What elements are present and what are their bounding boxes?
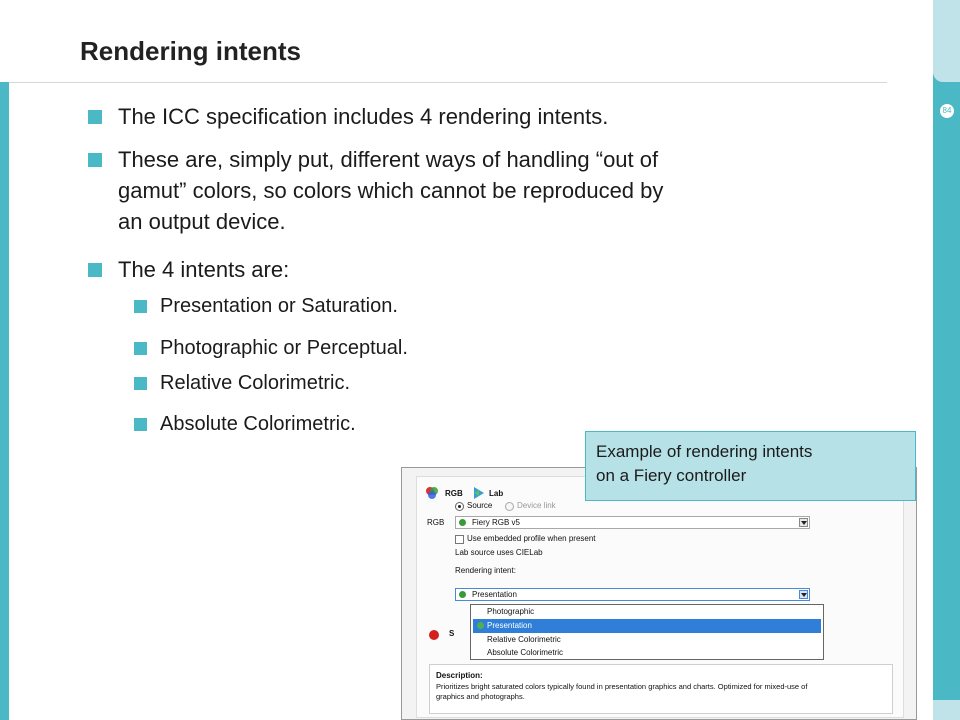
bullet-text: Absolute Colorimetric. [160, 413, 356, 435]
bullet-text: Relative Colorimetric. [160, 372, 351, 394]
color-settings-panel [416, 476, 904, 718]
bullet-text: The 4 intents are: [118, 257, 290, 282]
chevron-down-icon[interactable] [799, 518, 808, 527]
bullet-icc-spec [118, 101, 608, 132]
bullet-text: Photographic or Perceptual. [160, 337, 408, 359]
slide-number: 84 [940, 104, 954, 118]
radio-device-link[interactable] [505, 502, 514, 511]
bullet-square-icon [134, 342, 147, 355]
right-top-tab [933, 0, 960, 82]
fiery-screenshot [401, 467, 917, 720]
callout-box [585, 431, 916, 501]
right-bottom-tab [933, 700, 960, 720]
title-divider [9, 82, 887, 83]
check-circle-icon [459, 591, 466, 598]
bullet-text: Presentation or Saturation. [160, 295, 398, 317]
rendering-intent-dropdown [470, 604, 824, 660]
slide-title: Rendering intents [80, 36, 302, 66]
rgb-profile-value: Fiery RGB v5 [472, 518, 521, 527]
lab-icon [473, 486, 485, 500]
option-absolute-colorimetric[interactable] [473, 646, 821, 660]
left-accent-bar [0, 82, 9, 720]
check-circle-icon [477, 622, 484, 629]
option-relative-colorimetric[interactable] [473, 633, 821, 647]
chevron-down-icon[interactable] [799, 590, 808, 599]
rendering-intent-select[interactable] [455, 588, 810, 601]
check-circle-icon [459, 519, 466, 526]
description-line: graphics and photographs. [436, 692, 525, 701]
option-presentation[interactable] [473, 619, 821, 633]
bullet-text: The ICC specification includes 4 rendering intents. [118, 104, 609, 129]
sub-bullet-absolute [160, 410, 356, 438]
rgb-profile-select[interactable] [455, 516, 810, 529]
bullet-square-icon [88, 110, 102, 124]
radio-source-label: Source [467, 501, 493, 510]
description-title: Description: [436, 671, 483, 680]
callout-line: on a Fiery controller [596, 466, 747, 485]
rgb-label: RGB [427, 518, 445, 527]
bullet-square-icon [134, 418, 147, 431]
embedded-profile-label: Use embedded profile when present [467, 534, 596, 543]
option-label: Absolute Colorimetric [487, 648, 564, 657]
bullet-text-line: gamut” colors, so colors which cannot be reproduced by [118, 178, 664, 203]
tab-rgb[interactable]: RGB [445, 489, 463, 498]
embedded-profile-checkbox[interactable] [455, 535, 464, 544]
description-box [429, 664, 893, 714]
bullet-text-line: an output device. [118, 209, 286, 234]
sub-bullet-presentation [160, 292, 398, 320]
rgb-color-wheel-icon [425, 486, 439, 500]
option-photographic[interactable] [473, 605, 821, 619]
callout-line: Example of rendering intents [596, 442, 813, 461]
rendering-intent-label: Rendering intent: [455, 566, 516, 575]
spot-section-label: S [449, 629, 455, 638]
description-line: Prioritizes bright saturated colors typically found in presentation graphics and charts. Optimized for mixed-use of [436, 682, 808, 691]
sub-bullet-relative [160, 369, 350, 397]
bullet-square-icon [134, 377, 147, 390]
spot-color-icon [429, 630, 439, 640]
bullet-out-of-gamut [118, 144, 663, 237]
radio-source[interactable] [455, 502, 464, 511]
bullet-four-intents [118, 254, 289, 285]
option-label: Photographic [487, 607, 535, 616]
option-label: Presentation [487, 621, 532, 630]
sub-bullet-photographic [160, 334, 408, 362]
bullet-square-icon [88, 263, 102, 277]
bullet-text-line: These are, simply put, different ways of handling “out of [118, 147, 659, 172]
bullet-square-icon [134, 300, 147, 313]
lab-source-note: Lab source uses CIELab [455, 548, 543, 557]
rendering-intent-value: Presentation [472, 590, 517, 599]
bullet-square-icon [88, 153, 102, 167]
option-label: Relative Colorimetric [487, 635, 561, 644]
tab-lab[interactable]: Lab [489, 489, 504, 498]
radio-device-link-label: Device link [517, 501, 556, 510]
